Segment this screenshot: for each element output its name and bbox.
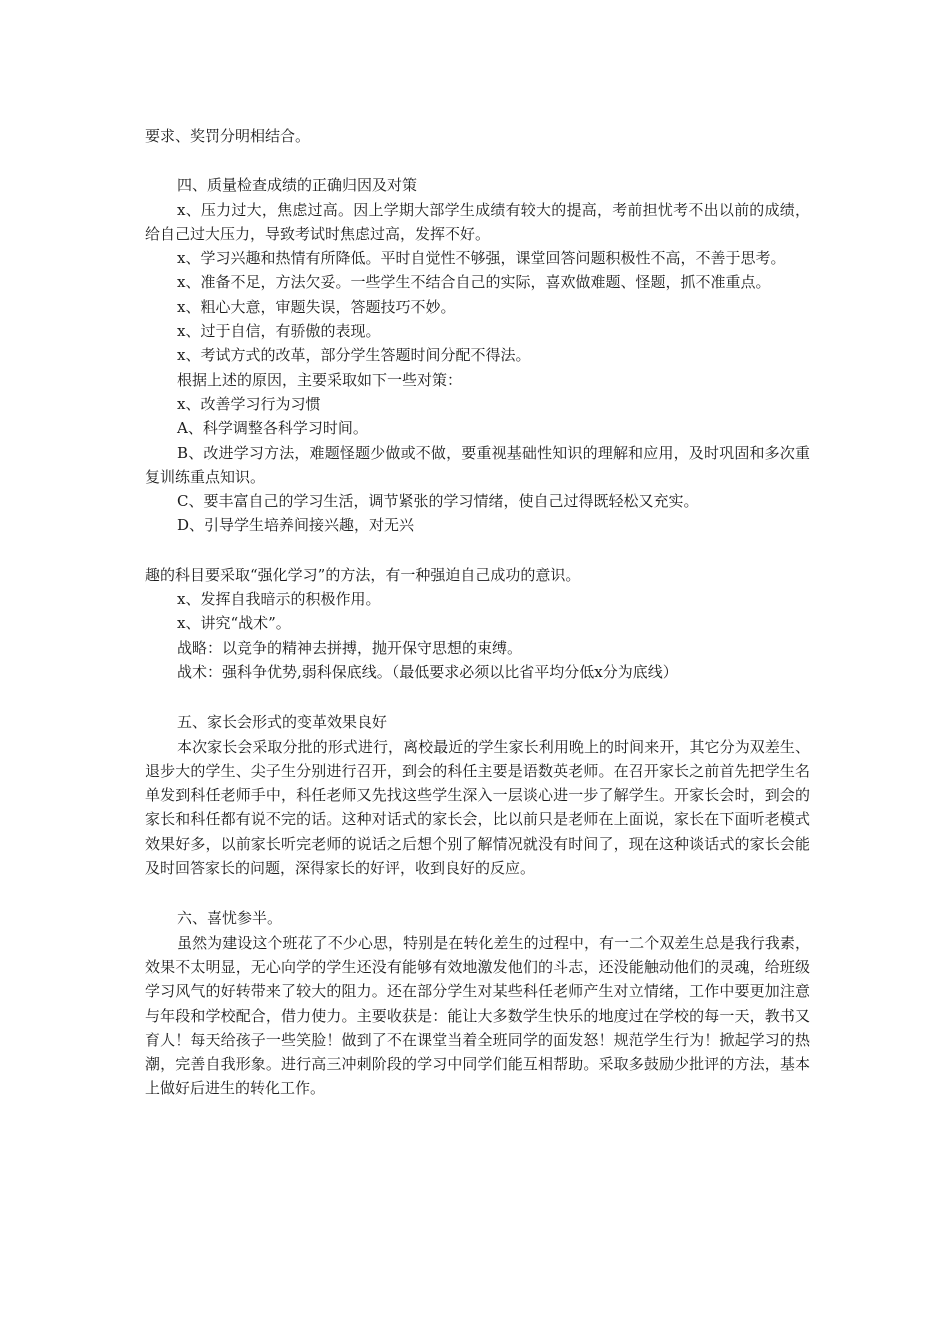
document-page: [145, 124, 810, 1101]
cause-item-2: x、学习兴趣和热情有所降低。平时自觉性不够强，课堂回答问题积极性不高，不善于思考。: [177, 249, 786, 268]
paragraph-gap: [145, 684, 810, 710]
section-6-heading: 六、喜忧参半。: [177, 909, 283, 928]
strategy-line: 战略：以竞争的精神去拼搏，抛开保守思想的束缚。: [177, 638, 523, 657]
sub-item-b: B、改进学习方法，难题怪题少做或不做，要重视基础性知识的理解和应用，及时巩固和多次重复训练重点知识。: [145, 443, 810, 486]
cause-item-5: x、过于自信，有骄傲的表现。: [177, 322, 381, 341]
cause-item-3: x、准备不足，方法欠妥。一些学生不结合自己的实际，喜欢做难题、怪题，抓不准重点。: [177, 273, 771, 292]
section-5-body: 本次家长会采取分批的形式进行，离校最近的学生家长利用晚上的时间来开，其它分为双差生、退步大的学生、尖子生分别进行召开，到会的科任主要是语数英老师。在召开家长之前首先把学生名单发到科任老师手中，科任老师又先找这些学生深入一层谈心进一步了解学生。开家长会时，到会的家长和科任都有说不完的话。这种对话式的家长会，比以前只是老师在上面说，家长在下面听老模式效果好多，以前家长听完老师的说话之后想个别了解情况就没有时间了，现在这种谈话式的家长会能及时回答家长的问题，深得家长的好评，收到良好的反应。: [145, 737, 810, 878]
measure-item-1: x、改善学习行为习惯: [177, 394, 321, 413]
paragraph-gap: [145, 148, 810, 173]
tactics-line: 战术：强科争优势,弱科保底线。（最低要求必须以比省平均分低x分为底线）: [177, 662, 678, 681]
section-5-heading: 五、家长会形式的变革效果良好: [177, 713, 388, 732]
paragraph-gap: [145, 880, 810, 906]
cause-item-6: x、考试方式的改革，部分学生答题时间分配不得法。: [177, 346, 531, 365]
sub-item-d: D、引导学生培养间接兴趣，对无兴: [177, 516, 415, 535]
cause-item-4: x、粗心大意，审题失误，答题技巧不妙。: [177, 297, 456, 316]
sub-item-d-continuation: 趣的科目要采取“强化学习”的方法，有一种强迫自己成功的意识。: [145, 565, 581, 584]
cause-item-1: x、压力过大，焦虑过高。因上学期大部学生成绩有较大的提高，考前担忧考不出以前的成绩，给自己过大压力，导致考试时焦虑过高，发挥不好。: [145, 200, 810, 243]
sub-item-a: A、科学调整各科学习时间。: [177, 419, 368, 438]
previous-section-tail: 要求、奖罚分明相结合。: [145, 127, 311, 145]
section-6-body: 虽然为建设这个班花了不少心思，特别是在转化差生的过程中，有一二个双差生总是我行我素，效果不太明显，无心向学的学生还没有能够有效地激发他们的斗志，还没能触动他们的灵魂，给班级学习风气的好转带来了较大的阻力。还在部分学生对某些科任老师产生对立情绪，工作中要更加注意与年段和学校配合，借力使力。主要收获是：能让大多数学生快乐的地度过在学校的每一天，教书又育人！每天给孩子一些笑脸！做到了不在课堂当着全班同学的面发怒！规范学生行为！掀起学习的热潮，完善自我形象。进行高三冲刺阶段的学习中同学们能互相帮助。采取多鼓励少批评的方法，基本上做好后进生的转化工作。: [145, 933, 810, 1098]
section-4-heading: 四、质量检查成绩的正确归因及对策: [177, 176, 418, 195]
measure-item-2: x、发挥自我暗示的积极作用。: [177, 590, 381, 609]
measures-intro: 根据上述的原因，主要采取如下一些对策：: [177, 370, 463, 389]
measure-item-3: x、讲究“战术”。: [177, 614, 291, 633]
paragraph-gap: [145, 538, 810, 563]
sub-item-c: C、要丰富自己的学习生活，调节紧张的学习情绪，使自己过得既轻松又充实。: [177, 492, 699, 511]
